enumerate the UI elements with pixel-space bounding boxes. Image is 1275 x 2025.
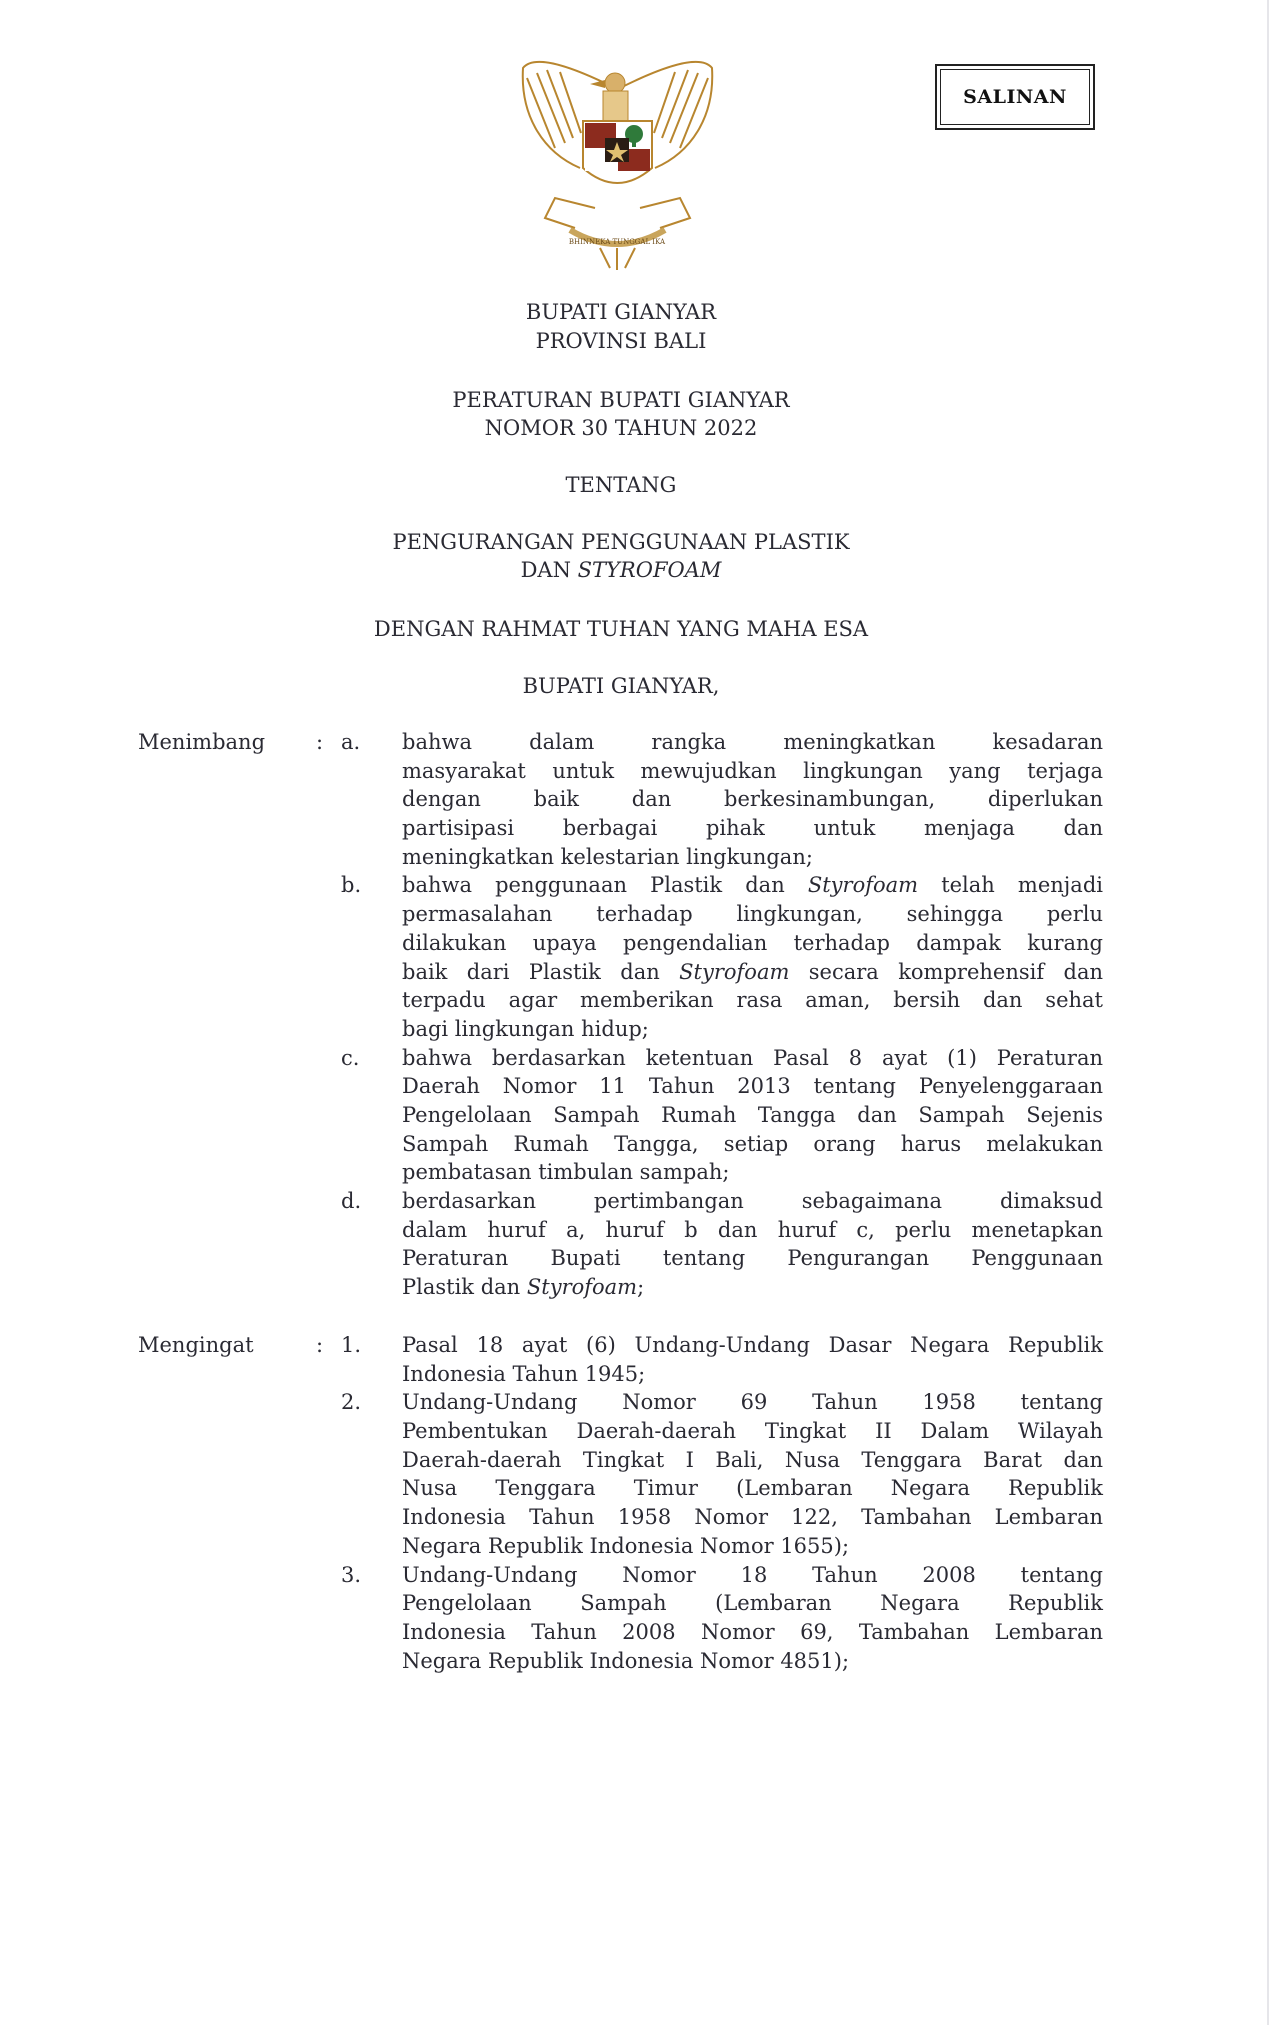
item-text	[402, 1187, 1103, 1302]
text-line	[402, 1072, 1103, 1101]
text-segment: permasalahan terhadap lingkungan, sehingga perlu	[402, 902, 1103, 927]
text-segment: Daerah Nomor 11 Tahun 2013 tentang Penyelenggaraan	[402, 1074, 1103, 1099]
text-line	[402, 1417, 1103, 1446]
text-segment: bahwa penggunaan Plastik dan	[402, 873, 808, 898]
text-line	[402, 1015, 1103, 1044]
text-line	[402, 1503, 1103, 1532]
text-line	[402, 843, 1103, 872]
text-line	[402, 757, 1103, 786]
text-segment: dengan baik dan berkesinambungan, diperlukan	[402, 787, 1103, 812]
text-segment: bahwa dalam rangka meningkatkan kesadaran	[402, 730, 1103, 754]
salinan-stamp	[935, 64, 1095, 130]
item-text	[402, 1388, 1103, 1560]
about-label: TENTANG	[565, 473, 677, 497]
text-segment: Pembentukan Daerah-daerah Tingkat II Dalam Wilayah	[402, 1419, 1103, 1444]
text-segment: ;	[637, 1275, 645, 1300]
text-line	[402, 1532, 1103, 1561]
list-item	[138, 1388, 1138, 1560]
text-line	[402, 1130, 1103, 1159]
text-segment: baik dari Plastik dan	[402, 959, 680, 984]
item-text	[402, 728, 1103, 871]
text-line	[402, 1158, 1103, 1187]
text-segment: dilakukan upaya pengendalian terhadap dampak kurang	[402, 930, 1103, 955]
text-line	[402, 986, 1103, 1015]
list-item	[138, 871, 1138, 1043]
garuda-pancasila-emblem	[515, 58, 720, 270]
text-segment: Negara Republik Indonesia Nomor 4851);	[402, 1648, 850, 1673]
subject-line-1: PENGURANGAN PENGGUNAAN PLASTIK	[392, 530, 850, 554]
item-text	[402, 1331, 1103, 1388]
text-segment: partisipasi berbagai pihak untuk menjaga dan	[402, 816, 1103, 841]
list-item	[138, 1561, 1138, 1676]
text-segment: Pengelolaan Sampah Rumah Tangga dan Sampah Sejenis	[402, 1102, 1103, 1127]
text-line	[402, 1331, 1103, 1360]
item-marker: a.	[341, 730, 361, 754]
text-segment: masyarakat untuk mewujudkan lingkungan yang terjaga	[402, 758, 1103, 783]
regulation-number: NOMOR 30 TAHUN 2022	[484, 416, 758, 440]
text-line	[402, 1446, 1103, 1475]
text-segment: Negara Republik Indonesia Nomor 1655);	[402, 1533, 850, 1558]
italic-term: Styrofoam	[679, 959, 790, 984]
section-mengingat	[138, 1331, 1138, 1675]
subject-prefix: DAN	[520, 558, 578, 582]
item-text	[402, 1561, 1103, 1676]
item-marker: c.	[341, 1045, 360, 1070]
text-segment: pembatasan timbulan sampah;	[402, 1160, 730, 1185]
section-colon: :	[316, 730, 324, 754]
text-line	[402, 871, 1103, 900]
item-marker: 3.	[341, 1562, 362, 1587]
emblem-motto: BHINNEKA TUNGGAL IKA	[568, 238, 666, 246]
section-colon: :	[316, 1333, 324, 1357]
section-menimbang	[138, 728, 1138, 1302]
italic-term: Styrofoam	[526, 1275, 638, 1300]
text-segment: Peraturan Bupati tentang Pengurangan Penggunaan	[402, 1246, 1103, 1271]
page-edge	[1267, 0, 1269, 2025]
text-segment: dalam huruf a, huruf b dan huruf c, perlu menetapkan	[402, 1217, 1103, 1242]
item-marker: d.	[341, 1189, 362, 1213]
text-segment: Indonesia Tahun 2008 Nomor 69, Tambahan Lembaran	[402, 1619, 1103, 1644]
list-item	[138, 1044, 1138, 1187]
shield-icon	[583, 121, 652, 183]
text-segment: Indonesia Tahun 1958 Nomor 122, Tambahan Lembaran	[402, 1505, 1103, 1530]
text-segment: secara komprehensif dan	[789, 959, 1103, 984]
text-line	[402, 1187, 1103, 1216]
text-segment: berdasarkan pertimbangan sebagaimana dimaksud	[402, 1189, 1103, 1213]
text-line	[402, 958, 1103, 987]
text-line	[402, 1474, 1103, 1503]
text-line	[402, 1388, 1103, 1417]
text-line	[402, 1618, 1103, 1647]
text-line	[402, 1101, 1103, 1130]
text-line	[402, 814, 1103, 843]
item-text	[402, 1044, 1103, 1187]
salinan-label: SALINAN	[940, 69, 1090, 125]
item-marker: 2.	[341, 1390, 362, 1415]
italic-term: Styrofoam	[807, 873, 919, 898]
province-title: PROVINSI BALI	[535, 329, 707, 353]
text-segment: Daerah-daerah Tingkat I Bali, Nusa Tenggara Barat dan	[402, 1447, 1103, 1472]
section-label: Mengingat	[138, 1333, 254, 1357]
text-line	[402, 1647, 1103, 1676]
text-segment: Pengelolaan Sampah (Lembaran Negara Republik	[402, 1591, 1103, 1616]
text-line	[402, 1561, 1103, 1590]
invocation: DENGAN RAHMAT TUHAN YANG MAHA ESA	[373, 617, 869, 641]
text-segment: Plastik dan	[402, 1275, 527, 1300]
text-line	[402, 1244, 1103, 1273]
text-line	[402, 1044, 1103, 1073]
text-segment: bagi lingkungan hidup;	[402, 1016, 649, 1041]
section-label: Menimbang	[138, 730, 266, 754]
issuer: BUPATI GIANYAR,	[522, 674, 720, 698]
subject-line-2	[0, 556, 1242, 585]
text-segment: Nusa Tenggara Timur (Lembaran Negara Republik	[402, 1476, 1103, 1501]
text-segment: Indonesia Tahun 1945;	[402, 1361, 646, 1386]
list-item	[138, 1187, 1138, 1302]
text-line	[402, 900, 1103, 929]
text-segment: telah menjadi	[918, 873, 1103, 898]
subject-italic: STYROFOAM	[577, 558, 722, 582]
text-segment: meningkatkan kelestarian lingkungan;	[402, 844, 813, 869]
text-line	[402, 785, 1103, 814]
list-item	[138, 728, 1138, 871]
text-line	[402, 1589, 1103, 1618]
item-marker: 1.	[341, 1333, 362, 1357]
list-item	[138, 1331, 1138, 1388]
text-line	[402, 1360, 1103, 1389]
text-line	[402, 1273, 1103, 1302]
item-marker: b.	[341, 873, 362, 898]
office-title: BUPATI GIANYAR	[525, 300, 717, 324]
text-segment: Sampah Rumah Tangga, setiap orang harus melakukan	[402, 1131, 1103, 1156]
text-segment: terpadu agar memberikan rasa aman, bersih dan sehat	[402, 988, 1103, 1013]
text-segment: Undang-Undang Nomor 18 Tahun 2008 tentang	[402, 1562, 1103, 1587]
text-line	[402, 929, 1103, 958]
regulation-title: PERATURAN BUPATI GIANYAR	[452, 388, 790, 412]
text-segment: Undang-Undang Nomor 69 Tahun 1958 tentang	[402, 1390, 1103, 1415]
item-text	[402, 871, 1103, 1043]
text-line	[402, 728, 1103, 757]
text-segment: Pasal 18 ayat (6) Undang-Undang Dasar Negara Republik	[402, 1333, 1103, 1357]
text-segment: bahwa berdasarkan ketentuan Pasal 8 ayat (1) Peraturan	[402, 1045, 1103, 1070]
text-line	[402, 1216, 1103, 1245]
